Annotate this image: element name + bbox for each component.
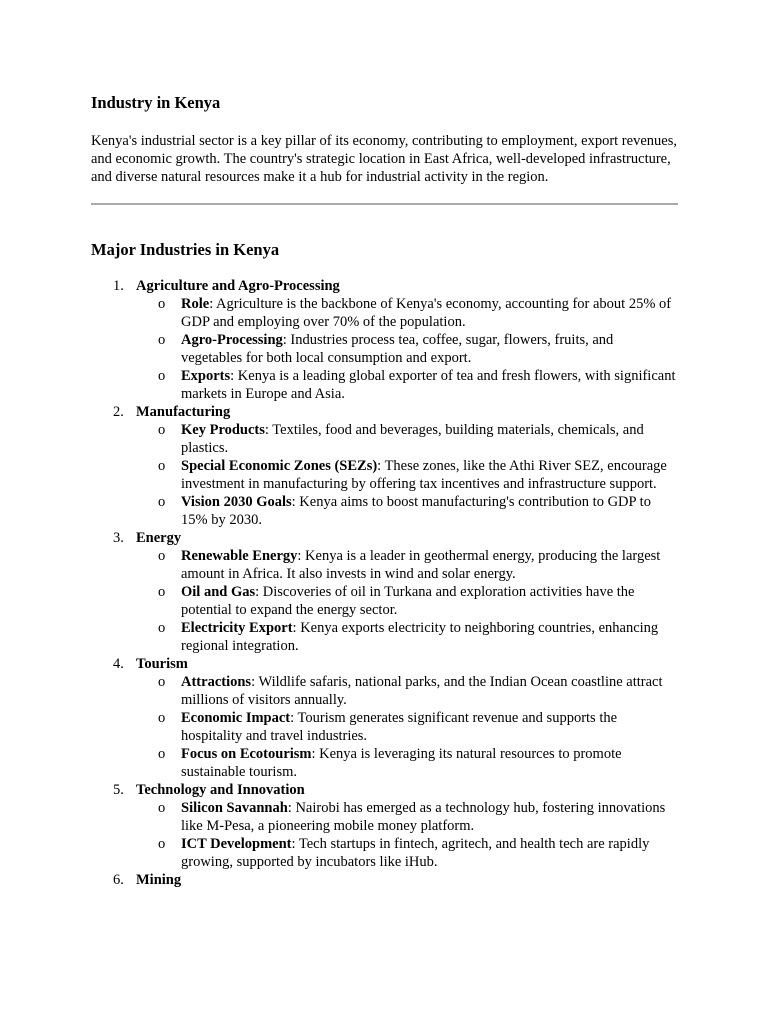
industry-name: Tourism (136, 656, 188, 672)
point-text: : Kenya is a leader in geothermal energy, producing the largest amount in Africa. It also invests in wind and solar energy. (181, 548, 661, 582)
list-number: 2. (113, 404, 124, 420)
industry-item (91, 403, 678, 529)
point-text: : Kenya is a leading global exporter of tea and fresh flowers, with significant markets in Europe and Asia. (181, 368, 676, 402)
sub-list (136, 421, 678, 529)
industry-item (91, 781, 678, 871)
hollow-bullet-icon: o (158, 332, 166, 348)
sub-list (136, 547, 678, 655)
sub-list-item (136, 295, 678, 331)
point-term: Role (181, 296, 210, 312)
point-term: Electricity Export (181, 620, 293, 636)
industry-item (91, 529, 678, 655)
sub-list-item (136, 619, 678, 655)
hollow-bullet-icon: o (158, 620, 166, 636)
sub-list-item (136, 547, 678, 583)
hollow-bullet-icon: o (158, 458, 166, 474)
hollow-bullet-icon: o (158, 674, 166, 690)
point-text: : Kenya aims to boost manufacturing's contribution to GDP to 15% by 2030. (181, 494, 651, 528)
hollow-bullet-icon: o (158, 710, 166, 726)
hollow-bullet-icon: o (158, 296, 166, 312)
point-term: Economic Impact (181, 710, 291, 726)
industry-item (91, 655, 678, 781)
list-number: 1. (113, 278, 124, 294)
sub-list-item (136, 709, 678, 745)
point-term: Focus on Ecotourism (181, 746, 312, 762)
point-term: Attractions (181, 674, 252, 690)
industry-item (91, 871, 678, 889)
hollow-bullet-icon: o (158, 836, 166, 852)
hollow-bullet-icon: o (158, 422, 166, 438)
hollow-bullet-icon: o (158, 494, 166, 510)
point-term: ICT Development (181, 836, 292, 852)
industry-name: Agriculture and Agro-Processing (136, 278, 340, 294)
sub-list-item (136, 799, 678, 835)
sub-list-item (136, 835, 678, 871)
hollow-bullet-icon: o (158, 548, 166, 564)
point-term: Renewable Energy (181, 548, 298, 564)
document-title: Industry in Kenya (91, 93, 221, 112)
point-text: : These zones, like the Athi River SEZ, encourage investment in manufacturing by offering tax incentives and infrastructure support. (181, 458, 667, 492)
point-term: Agro-Processing (181, 332, 283, 348)
intro-paragraph: Kenya's industrial sector is a key pillar of its economy, contributing to employment, export revenues, and economic growth. The country's strategic location in East Africa, well-developed infrastructure, and diverse natural resources make it a hub for industrial activity in the region. (91, 133, 677, 185)
section-heading: Major Industries in Kenya (91, 240, 280, 259)
hollow-bullet-icon: o (158, 746, 166, 762)
point-text: : Textiles, food and beverages, building materials, chemicals, and plastics. (181, 422, 644, 456)
point-text: : Kenya exports electricity to neighboring countries, enhancing regional integration. (181, 620, 659, 654)
point-term: Exports (181, 368, 231, 384)
point-text: : Nairobi has emerged as a technology hub, fostering innovations like M-Pesa, a pioneering mobile money platform. (181, 800, 666, 834)
point-text: : Industries process tea, coffee, sugar, flowers, fruits, and vegetables for both local consumption and export. (181, 332, 614, 366)
industry-item (91, 277, 678, 403)
sub-list-item (136, 421, 678, 457)
point-text: : Discoveries of oil in Turkana and exploration activities have the potential to expand the energy sector. (181, 584, 635, 618)
horizontal-rule (91, 203, 678, 205)
point-text: : Tech startups in fintech, agritech, and health tech are rapidly growing, supported by incubators like iHub. (181, 836, 650, 870)
industry-name: Manufacturing (136, 404, 231, 420)
industry-name: Energy (136, 530, 182, 546)
sub-list-item (136, 493, 678, 529)
sub-list-item (136, 583, 678, 619)
point-term: Key Products (181, 422, 265, 438)
point-text: : Agriculture is the backbone of Kenya's economy, accounting for about 25% of GDP and employing over 70% of the population. (181, 296, 672, 330)
industries-list (91, 277, 678, 889)
point-text: : Kenya is leveraging its natural resources to promote sustainable tourism. (181, 746, 622, 780)
sub-list (136, 295, 678, 403)
sub-list (136, 799, 678, 871)
industry-name: Mining (136, 872, 182, 888)
hollow-bullet-icon: o (158, 368, 166, 384)
point-term: Vision 2030 Goals (181, 494, 292, 510)
point-term: Oil and Gas (181, 584, 256, 600)
sub-list-item (136, 331, 678, 367)
point-term: Silicon Savannah (181, 800, 288, 816)
point-text: : Tourism generates significant revenue and supports the hospitality and travel industries. (181, 710, 618, 744)
list-number: 3. (113, 530, 124, 546)
list-number: 4. (113, 656, 124, 672)
sub-list-item (136, 673, 678, 709)
list-number: 6. (113, 872, 124, 888)
sub-list (136, 673, 678, 781)
list-number: 5. (113, 782, 124, 798)
hollow-bullet-icon: o (158, 584, 166, 600)
sub-list-item (136, 457, 678, 493)
hollow-bullet-icon: o (158, 800, 166, 816)
industry-name: Technology and Innovation (136, 782, 305, 798)
sub-list-item (136, 745, 678, 781)
point-text: : Wildlife safaris, national parks, and the Indian Ocean coastline attract millions of visitors annually. (181, 674, 663, 708)
point-term: Special Economic Zones (SEZs) (181, 458, 378, 474)
sub-list-item (136, 367, 678, 403)
